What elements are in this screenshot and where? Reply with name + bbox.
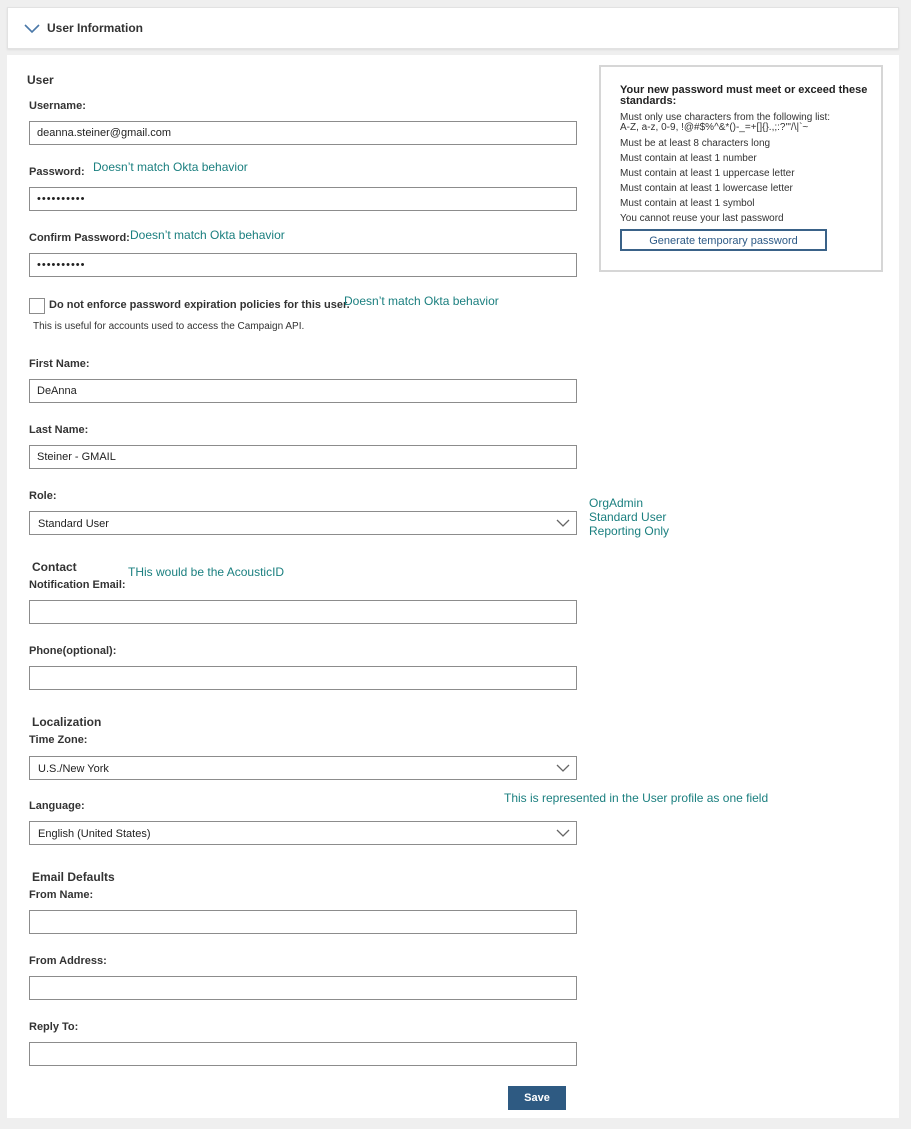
generate-password-button[interactable]: Generate temporary password xyxy=(620,229,827,251)
reply-to-input[interactable] xyxy=(29,1042,577,1066)
role-label: Role: xyxy=(29,490,57,502)
from-name-label: From Name: xyxy=(29,889,94,901)
role-option-note: Standard User xyxy=(589,510,667,524)
expiration-checkbox[interactable] xyxy=(29,298,45,314)
user-section-heading: User xyxy=(27,73,54,87)
first-name-label: First Name: xyxy=(29,358,90,370)
password-rule-item: Must only use characters from the following list: xyxy=(620,112,831,123)
section-title: User Information xyxy=(47,21,144,35)
password-rule-item: Must contain at least 1 uppercase letter xyxy=(620,168,795,179)
notification-email-note: THis would be the AcousticID xyxy=(128,565,285,579)
from-address-input[interactable] xyxy=(29,976,577,1000)
section-header[interactable] xyxy=(7,7,899,49)
last-name-input[interactable] xyxy=(29,445,577,469)
chevron-down-icon xyxy=(556,764,570,773)
phone-input[interactable] xyxy=(29,666,577,690)
expiration-label: Do not enforce password expiration policies for this user. xyxy=(49,299,350,311)
expiration-note: Doesn’t match Okta behavior xyxy=(344,294,499,308)
email-defaults-section-heading: Email Defaults xyxy=(32,870,115,884)
password-rule-item: Must be at least 8 characters long xyxy=(620,138,771,149)
from-address-label: From Address: xyxy=(29,955,107,967)
reply-to-label: Reply To: xyxy=(29,1021,79,1033)
role-select[interactable] xyxy=(29,511,577,535)
expiration-help: This is useful for accounts used to access the Campaign API. xyxy=(33,321,305,332)
contact-section-heading: Contact xyxy=(32,560,77,574)
language-select-value: English (United States) xyxy=(38,828,151,840)
password-rules-box xyxy=(599,65,883,272)
notification-email-label: Notification Email: xyxy=(29,579,126,591)
timezone-select[interactable] xyxy=(29,756,577,780)
first-name-input[interactable] xyxy=(29,379,577,403)
chevron-down-icon xyxy=(556,829,570,838)
password-rule-item: A-Z, a-z, 0-9, !@#$%^&*()-_=+[]{}.,;:?'"/\|`~ xyxy=(620,122,809,133)
password-rule-item: Must contain at least 1 symbol xyxy=(620,198,755,209)
from-name-input[interactable] xyxy=(29,910,577,934)
role-option-note: OrgAdmin xyxy=(589,496,644,510)
save-button[interactable]: Save xyxy=(508,1086,566,1110)
role-options-note xyxy=(589,496,669,538)
chevron-down-icon[interactable] xyxy=(24,24,40,34)
chevron-down-icon xyxy=(556,519,570,528)
password-note: Doesn’t match Okta behavior xyxy=(93,160,248,174)
language-select[interactable] xyxy=(29,821,577,845)
timezone-select-value: U.S./New York xyxy=(38,763,109,775)
password-rule-item: You cannot reuse your last password xyxy=(620,213,784,224)
confirm-password-note: Doesn’t match Okta behavior xyxy=(130,228,285,242)
language-note: This is represented in the User profile as one field xyxy=(504,791,769,805)
role-option-note: Reporting Only xyxy=(589,524,670,538)
password-rules-title: Your new password must meet or exceed these standards: xyxy=(620,84,868,107)
role-select-value: Standard User xyxy=(38,518,109,530)
last-name-label: Last Name: xyxy=(29,424,89,436)
password-label: Password: xyxy=(29,166,85,178)
confirm-password-label: Confirm Password: xyxy=(29,232,130,244)
language-label: Language: xyxy=(29,800,85,812)
phone-label: Phone(optional): xyxy=(29,645,117,657)
timezone-label: Time Zone: xyxy=(29,734,88,746)
confirm-password-input[interactable] xyxy=(29,253,577,277)
username-input[interactable] xyxy=(29,121,577,145)
localization-section-heading: Localization xyxy=(32,715,102,729)
password-rule-item: Must contain at least 1 number xyxy=(620,153,757,164)
password-input[interactable] xyxy=(29,187,577,211)
notification-email-input[interactable] xyxy=(29,600,577,624)
form-panel xyxy=(7,55,899,1118)
password-rule-item: Must contain at least 1 lowercase letter xyxy=(620,183,793,194)
username-label: Username: xyxy=(29,100,86,112)
